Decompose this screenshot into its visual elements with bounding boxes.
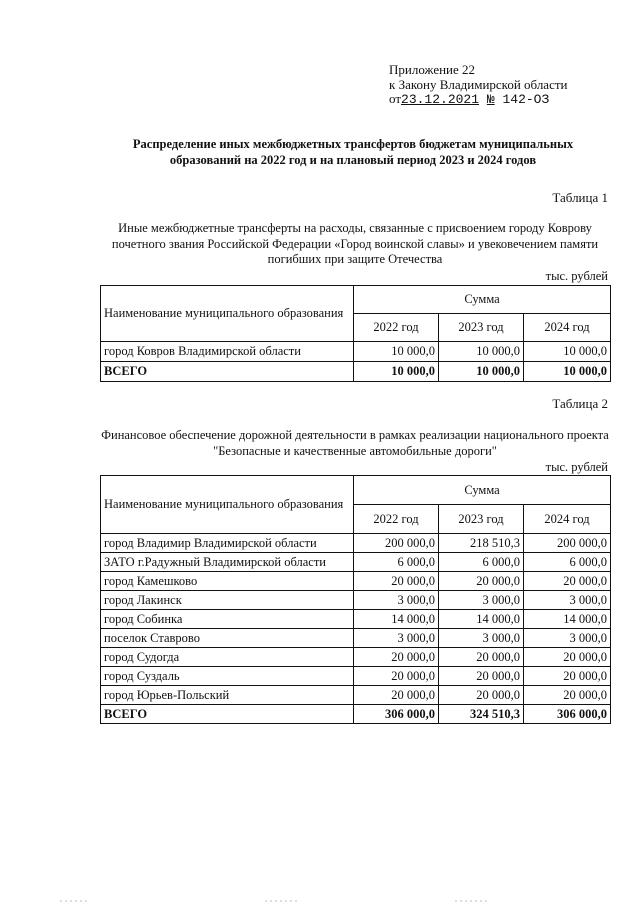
row-value-2023: 20 000,0 — [439, 667, 524, 686]
table2-subtitle: Финансовое обеспечение дорожной деятельности в рамках реализации национального проекта "Безопасные и качественные автомобильные дороги" — [101, 428, 609, 458]
row-value-2023: 10 000,0 — [439, 342, 524, 362]
total-2024: 306 000,0 — [524, 705, 611, 724]
row-value-2024: 20 000,0 — [524, 648, 611, 667]
appendix-line: Приложение 22 — [389, 62, 476, 77]
table1-col-sum: Сумма — [354, 286, 611, 314]
total-label: ВСЕГО — [101, 705, 354, 724]
row-value-2023: 14 000,0 — [439, 610, 524, 629]
row-name: город Ковров Владимирской области — [101, 342, 354, 362]
row-value-2022: 20 000,0 — [354, 648, 439, 667]
date-line — [389, 92, 567, 108]
table1-total-row — [101, 362, 611, 382]
row-value-2022: 20 000,0 — [354, 686, 439, 705]
date-prefix: от — [389, 91, 402, 106]
table1-subtitle: Иные межбюджетные трансферты на расходы, связанные с присвоением городу Коврову почетного звания Российской Федерации «Город воинской славы» и увековечением памяти погибших при защите Отечества — [111, 221, 599, 266]
row-value-2023: 20 000,0 — [439, 686, 524, 705]
row-value-2024: 14 000,0 — [524, 610, 611, 629]
table2-header-row — [101, 476, 611, 505]
row-value-2023: 218 510,3 — [439, 534, 524, 553]
row-value-2023: 3 000,0 — [439, 591, 524, 610]
table-row — [101, 686, 611, 705]
total-2022: 10 000,0 — [354, 362, 439, 382]
date-value: 23.12.2021 — [401, 92, 480, 107]
row-value-2024: 3 000,0 — [524, 629, 611, 648]
row-value-2024: 6 000,0 — [524, 553, 611, 572]
row-value-2024: 20 000,0 — [524, 572, 611, 591]
total-2024: 10 000,0 — [524, 362, 611, 382]
number-sign: № — [486, 92, 495, 107]
table1-label: Таблица 1 — [552, 190, 608, 205]
scan-edge-marks — [0, 899, 640, 903]
table-row — [101, 648, 611, 667]
total-2023: 10 000,0 — [439, 362, 524, 382]
table-row — [101, 572, 611, 591]
row-value-2024: 20 000,0 — [524, 686, 611, 705]
table1-year-2022: 2022 год — [354, 314, 439, 342]
row-value-2022: 10 000,0 — [354, 342, 439, 362]
row-value-2022: 3 000,0 — [354, 629, 439, 648]
table-row — [101, 342, 611, 362]
table1-year-2023: 2023 год — [439, 314, 524, 342]
total-2023: 324 510,3 — [439, 705, 524, 724]
row-name: город Владимир Владимирской области — [101, 534, 354, 553]
row-value-2022: 3 000,0 — [354, 591, 439, 610]
table-row — [101, 629, 611, 648]
law-number: 142-ОЗ — [502, 92, 550, 107]
row-value-2024: 200 000,0 — [524, 534, 611, 553]
row-name: город Лакинск — [101, 591, 354, 610]
table2-label: Таблица 2 — [552, 396, 608, 411]
row-name: поселок Ставрово — [101, 629, 354, 648]
row-value-2022: 14 000,0 — [354, 610, 439, 629]
table1-col-name: Наименование муниципального образования — [101, 286, 354, 342]
row-value-2024: 20 000,0 — [524, 667, 611, 686]
row-value-2023: 3 000,0 — [439, 629, 524, 648]
row-name: ЗАТО г.Радужный Владимирской области — [101, 553, 354, 572]
law-line: к Закону Владимирской области — [389, 76, 568, 92]
table2-col-sum: Сумма — [354, 476, 611, 505]
row-value-2022: 6 000,0 — [354, 553, 439, 572]
row-value-2022: 20 000,0 — [354, 572, 439, 591]
total-label: ВСЕГО — [101, 362, 354, 382]
table-row — [101, 610, 611, 629]
row-name: город Юрьев-Польский — [101, 686, 354, 705]
table2 — [100, 475, 611, 724]
table2-year-2024: 2024 год — [524, 505, 611, 534]
row-value-2023: 20 000,0 — [439, 648, 524, 667]
table-row — [101, 667, 611, 686]
table1 — [100, 285, 611, 382]
row-value-2022: 20 000,0 — [354, 667, 439, 686]
table2-year-2022: 2022 год — [354, 505, 439, 534]
row-name: город Собинка — [101, 610, 354, 629]
table-row — [101, 553, 611, 572]
row-name: город Камешково — [101, 572, 354, 591]
appendix-block — [389, 63, 567, 108]
row-value-2024: 3 000,0 — [524, 591, 611, 610]
row-value-2023: 6 000,0 — [439, 553, 524, 572]
row-name: город Суздаль — [101, 667, 354, 686]
table1-header-row — [101, 286, 611, 314]
row-value-2022: 200 000,0 — [354, 534, 439, 553]
table-row — [101, 534, 611, 553]
row-name: город Судогда — [101, 648, 354, 667]
document-title: Распределение иных межбюджетных трансфертов бюджетам муниципальных образований на 2022 год и на плановый период 2023 и 2024 годов — [132, 137, 574, 167]
row-value-2024: 10 000,0 — [524, 342, 611, 362]
table2-col-name: Наименование муниципального образования — [101, 476, 354, 534]
row-value-2023: 20 000,0 — [439, 572, 524, 591]
table2-units: тыс. рублей — [545, 460, 608, 474]
table1-units: тыс. рублей — [545, 269, 608, 283]
table-row — [101, 591, 611, 610]
total-2022: 306 000,0 — [354, 705, 439, 724]
table2-total-row — [101, 705, 611, 724]
table2-year-2023: 2023 год — [439, 505, 524, 534]
table1-year-2024: 2024 год — [524, 314, 611, 342]
